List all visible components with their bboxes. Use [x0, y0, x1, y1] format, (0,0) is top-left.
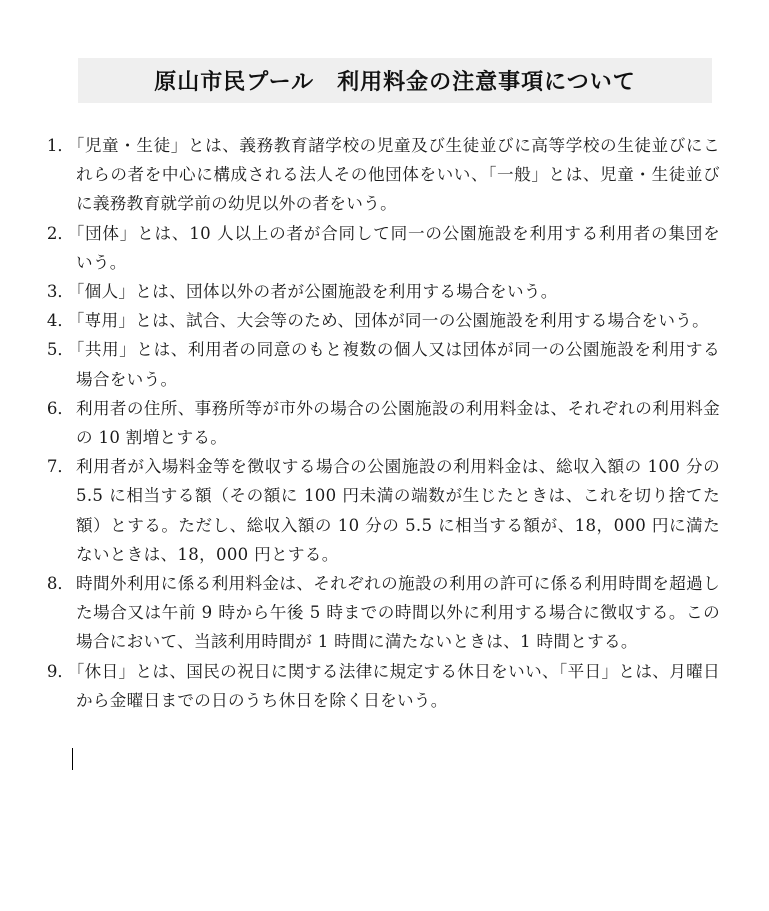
text-cursor	[72, 748, 73, 770]
list-item	[30, 219, 720, 277]
list-item	[30, 452, 720, 569]
item-number: 7．	[46, 457, 74, 477]
page-title-bar	[78, 58, 712, 103]
item-text: 利用者の住所、事務所等が市外の場合の公園施設の利用料金は、それぞれの利用料金の 10 割増とする。	[76, 398, 720, 448]
list-item	[30, 306, 720, 335]
list-item	[30, 277, 720, 306]
notes-list	[30, 131, 720, 715]
item-number: 2．	[46, 223, 74, 243]
item-number: 4．	[46, 311, 74, 331]
item-number: 3．	[46, 282, 74, 302]
list-item	[30, 335, 720, 393]
item-text: 「児童・生徒」とは、義務教育諸学校の児童及び生徒並びに高等学校の生徒並びにこれらの者を中心に構成される法人その他団体をいい、「一般」とは、児童・生徒並びに義務教育就学前の幼児以外の者をいう。	[67, 136, 720, 214]
item-text: 「団体」とは、10 人以上の者が合同して同一の公園施設を利用する利用者の集団をいう。	[67, 223, 720, 272]
list-item	[30, 131, 720, 219]
item-text: 「共用」とは、利用者の同意のもと複数の個人又は団体が同一の公園施設を利用する場合をいう。	[67, 340, 720, 389]
list-item	[30, 394, 720, 452]
item-number: 8．	[46, 574, 74, 594]
item-number: 1．	[46, 136, 74, 155]
item-number: 6．	[46, 398, 74, 418]
item-number: 5．	[46, 340, 74, 360]
item-text: 「休日」とは、国民の祝日に関する法律に規定する休日をいい、「平日」とは、月曜日から金曜日までの日のうち休日を除く日をいう。	[67, 661, 720, 710]
item-text: 「専用」とは、試合、大会等のため、団体が同一の公園施設を利用する場合をいう。	[67, 311, 709, 331]
list-item	[30, 569, 720, 657]
item-text: 利用者が入場料金等を徴収する場合の公園施設の利用料金は、総収入額の 100 分の 5.5 に相当する額（その額に 100 円未満の端数が生じたときは、これを切り捨てた額）とする。ただし、総収入額の 10 分の 5.5 に相当する額が、18，000 円に満たないときは、18，000 円とする。	[76, 457, 720, 564]
list-item	[30, 657, 720, 715]
item-number: 9．	[46, 661, 74, 681]
item-text: 時間外利用に係る利用料金は、それぞれの施設の利用の許可に係る利用時間を超過した場合又は午前 9 時から午後 5 時までの時間以外に利用する場合に徴収する。この場合において、当該利用時間が 1 時間に満たないときは、1 時間とする。	[76, 574, 720, 652]
page-title: 原山市民プール 利用料金の注意事項について	[154, 69, 636, 95]
item-text: 「個人」とは、団体以外の者が公園施設を利用する場合をいう。	[67, 282, 558, 302]
